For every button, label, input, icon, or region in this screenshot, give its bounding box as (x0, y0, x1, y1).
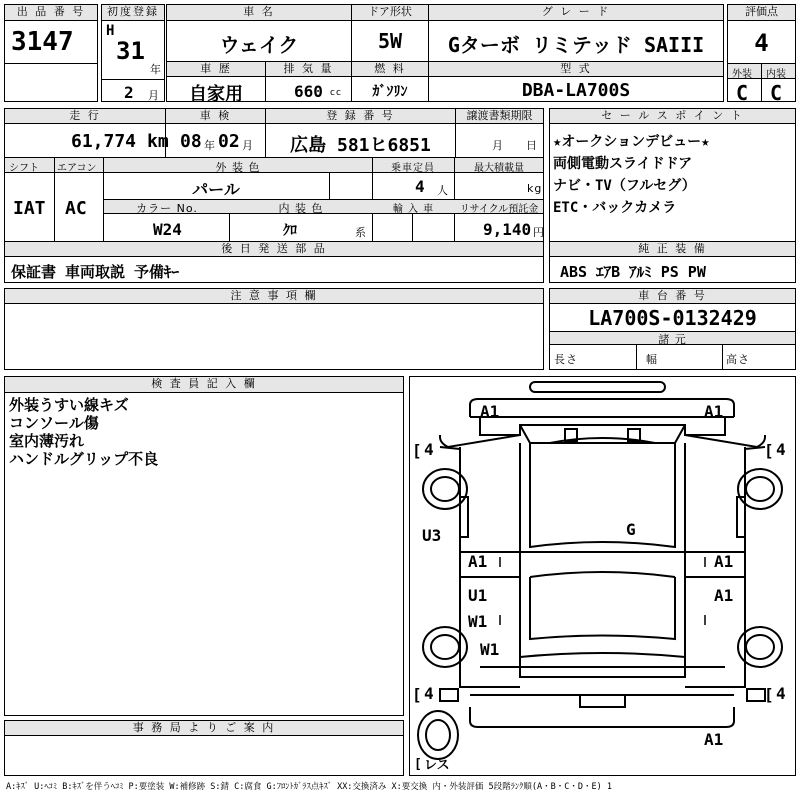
history-label: 車 歴 (167, 62, 265, 77)
month-unit: 月 (148, 89, 160, 102)
inspection-box (165, 108, 266, 158)
lot-number-label: 出 品 番 号 (5, 5, 97, 21)
shift-value: IAT (13, 198, 46, 219)
capacity-label: 乗車定員 (391, 163, 435, 174)
mark-left-a1: A1 (468, 552, 488, 571)
grade-value: Gターボ リミテッド SAIII (447, 33, 705, 57)
mark-w1-2: W1 (480, 640, 500, 659)
selling-point-line-3: ナビ・TV（フルセグ） (553, 178, 696, 194)
interior-color-value: ｸﾛ (283, 223, 297, 239)
score-label: 評価点 (728, 5, 795, 21)
mark-front-right: A1 (704, 402, 724, 421)
inspector-label: 検 査 員 記 入 欄 (5, 377, 403, 393)
plate-value: 広島 581ヒ6851 (290, 135, 431, 156)
model-label: 型 式 (429, 62, 723, 77)
transfer-deadline-label: 譲渡書類期限 (456, 109, 543, 124)
plate-label: 登 録 番 号 (266, 109, 455, 124)
score-box (727, 4, 796, 105)
grade-label: グ レ ー ド (429, 5, 723, 21)
fuel-box (351, 61, 429, 102)
chassis-label: 車 台 番 号 (550, 289, 795, 304)
history-value: 自家用 (189, 84, 243, 105)
inspector-box (4, 376, 404, 716)
load-unit: kg (527, 182, 543, 195)
year-unit: 年 (150, 63, 162, 76)
later-parts-box (4, 241, 544, 283)
spec-label: 諸 元 (658, 333, 687, 346)
exterior-color-value: パール (192, 180, 240, 199)
office-box (4, 720, 404, 776)
history-box (166, 61, 266, 105)
displacement-label: 排 気 量 (266, 62, 351, 77)
door-label: ドア形状 (352, 5, 428, 21)
chassis-box (549, 288, 796, 370)
mark-right-a1-1: A1 (714, 552, 734, 571)
inspection-year-unit: 年 (204, 139, 216, 152)
exterior-color-label: 外 装 色 (215, 161, 261, 174)
ac-value: AC (65, 198, 87, 219)
selling-points-label: セ ー ル ス ポ イ ン ト (550, 109, 795, 124)
displacement-unit: cc (330, 88, 342, 98)
later-parts-label: 後 日 発 送 部 品 (5, 242, 543, 257)
transfer-deadline-box (455, 108, 544, 158)
score-value: 4 (754, 29, 769, 57)
transfer-month-unit: 月 (492, 139, 504, 152)
spec-block (4, 157, 544, 242)
model-box (428, 61, 724, 102)
mark-rear-a1: A1 (704, 730, 724, 749)
load-label: 最大積載量 (474, 163, 524, 174)
selling-point-line-1: ★オークションデビュー★ (553, 134, 710, 150)
genuine-equipment-box (549, 241, 796, 283)
height-label: 高さ (726, 353, 750, 366)
selling-points-box (549, 108, 796, 242)
mark-tire-fl: 4 (424, 440, 434, 459)
interior-color-label: 内 装 色 (278, 202, 324, 215)
car-name-label: 車 名 (167, 5, 351, 21)
inspection-month: 02 (218, 131, 240, 152)
car-name-box (166, 4, 352, 62)
later-parts-value: 保証書 車両取説 予備ｷｰ (11, 263, 180, 281)
mark-glass: G (626, 520, 636, 539)
displacement-value: 660 (294, 82, 323, 101)
fuel-label: 燃 料 (352, 62, 428, 77)
genuine-equipment-value: ABS ｴｱB ｱﾙﾐ PS PW (560, 263, 706, 281)
inspector-note-4: ハンドルグリップ不良 (9, 450, 159, 468)
first-registration-box (101, 4, 165, 102)
mark-w1-1: W1 (468, 612, 488, 631)
month-value: 2 (124, 83, 134, 102)
condition-diagram: A1 A1 [ 4 [ 4 G U3 A1 A1 A1 U1 W1 W1 [ 4 [ 4 A1 [ レス (409, 376, 796, 776)
mark-spare: レス (424, 758, 450, 773)
caution-box (4, 288, 544, 370)
transfer-day-unit: 日 (526, 139, 538, 152)
int-value: C (770, 81, 783, 105)
fuel-value: ｶﾞｿﾘﾝ (372, 84, 408, 100)
interior-color-unit: 系 (355, 226, 367, 239)
displacement-box (265, 61, 352, 102)
length-label: 長さ (554, 353, 578, 366)
door-box (351, 4, 429, 62)
recycle-value: 9,140 (483, 220, 532, 239)
model-value: DBA-LA700S (521, 80, 631, 101)
lot-number-value: 3147 (11, 27, 74, 57)
inspector-note-1: 外装うすい線キズ (9, 396, 129, 414)
lot-number-box (4, 4, 98, 102)
ext-value: C (736, 81, 749, 105)
car-name-value: ウェイク (219, 33, 299, 57)
import-label: 輸 入 車 (392, 204, 435, 215)
era-value: H (106, 23, 115, 39)
mark-tire-rr: 4 (776, 684, 786, 703)
inspector-note-3: 室内薄汚れ (9, 432, 85, 450)
capacity-value: 4 (415, 177, 425, 196)
recycle-unit: 円 (533, 226, 545, 239)
mileage-label: 走 行 (5, 109, 165, 124)
capacity-unit: 人 (437, 184, 449, 197)
plate-box (265, 108, 456, 158)
first-registration-label: 初度登録 (102, 5, 164, 21)
selling-point-line-4: ETC・バックカメラ (553, 200, 677, 216)
caution-label: 注 意 事 項 欄 (5, 289, 543, 304)
color-no-label: カラー No. (136, 202, 198, 215)
legend-text: A:ｷｽﾞ U:ﾍｺﾐ B:ｷｽﾞを伴うﾍｺﾐ P:要塗装 W:補修跡 S:錆 C:腐食 G:ﾌﾛﾝﾄｶﾞﾗｽ点ｷｽﾞ XX:交換済み X:要交換 内・外装評価 5段階ﾗﾝｸ順(A・B・C・D・E) 1 (6, 782, 612, 792)
mark-right-a1-2: A1 (714, 586, 734, 605)
mark-tire-fr: 4 (776, 440, 786, 459)
mark-tire-rl: 4 (424, 684, 434, 703)
ac-label: エアコン (57, 163, 97, 174)
inspection-label: 車 検 (166, 109, 265, 124)
genuine-equipment-label: 純 正 装 備 (550, 242, 795, 257)
inspection-month-unit: 月 (242, 139, 254, 152)
mark-u3: U3 (422, 526, 442, 545)
int-label: 内装 (766, 69, 786, 80)
ext-label: 外装 (732, 69, 752, 80)
chassis-value: LA700S-0132429 (588, 306, 757, 330)
color-no-value: W24 (153, 220, 182, 239)
car-outline-svg (410, 377, 795, 775)
door-value: 5W (377, 29, 403, 53)
mark-front-left: A1 (480, 402, 500, 421)
mark-u1: U1 (468, 586, 488, 605)
office-label: 事 務 局 よ り ご 案 内 (5, 721, 403, 736)
year-value: 31 (116, 37, 145, 65)
inspector-note-2: コンソール傷 (9, 414, 99, 432)
grade-box (428, 4, 724, 62)
recycle-label: リサイクル預託金 (459, 204, 539, 215)
mileage-value: 61,774 (71, 131, 137, 152)
shift-label: シフト (9, 163, 39, 174)
mileage-box (4, 108, 169, 158)
inspection-year: 08 (180, 131, 202, 152)
mileage-unit: km (147, 131, 169, 152)
selling-point-line-2: 両側電動スライドドア (553, 156, 693, 172)
width-label: 幅 (646, 353, 658, 366)
